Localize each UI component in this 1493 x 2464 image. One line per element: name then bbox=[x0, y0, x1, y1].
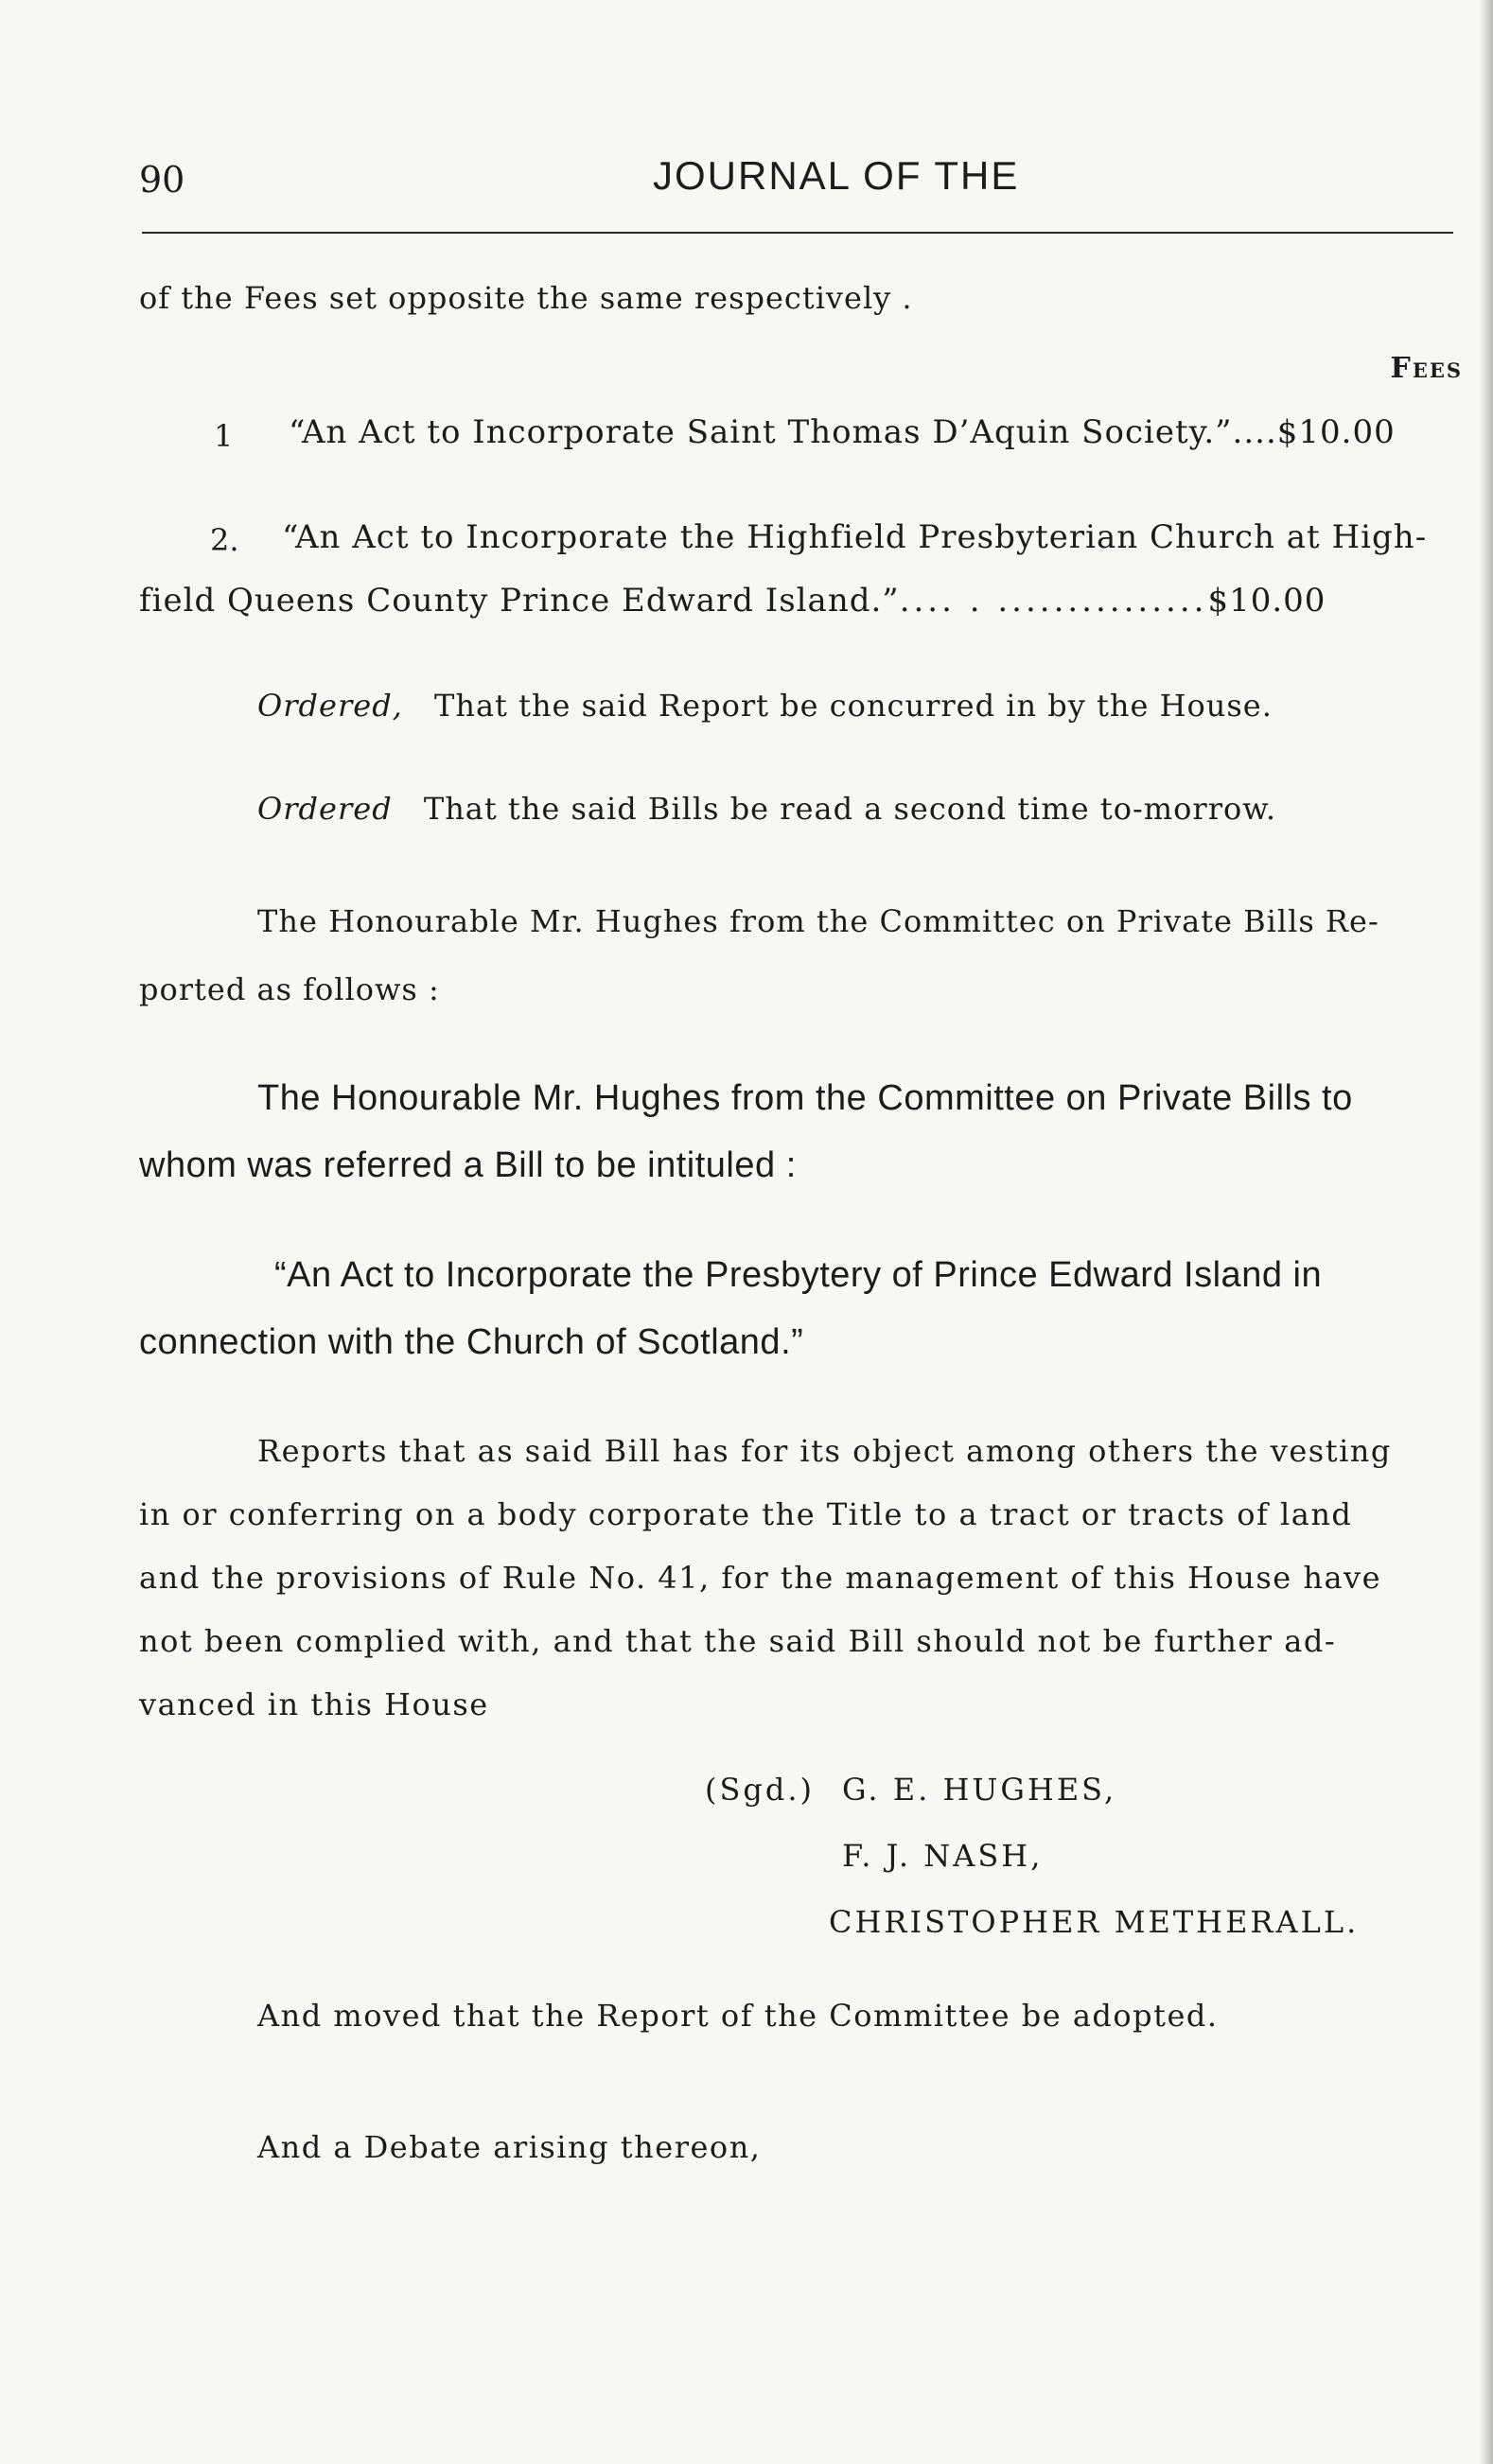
ordered-label: Ordered, bbox=[257, 688, 403, 724]
bill-title-line1: “An Act to Incorporate the Presbytery of Prince Edward Island in bbox=[274, 1255, 1323, 1295]
hughes-intro-line1: The Honourable Mr. Hughes from the Committec on Private Bills Re- bbox=[257, 903, 1379, 939]
item-1-text: “An Act to Incorporate Saint Thomas D’Aquin Society.” bbox=[289, 413, 1233, 451]
item-number: 1 bbox=[214, 418, 234, 454]
item-2-text: field Queens County Prince Edward Island.” bbox=[139, 582, 900, 620]
fees-heading: Fees bbox=[1390, 352, 1463, 385]
reports-line: in or conferring on a body corporate the Title to a tract or tracts of land bbox=[139, 1496, 1353, 1532]
reports-line: and the provisions of Rule No. 41, for the management of this House have bbox=[139, 1560, 1382, 1596]
reports-line: vanced in this House bbox=[139, 1686, 489, 1722]
item-number: 2. bbox=[210, 522, 239, 558]
page-edge-shadow bbox=[1480, 0, 1493, 2464]
hughes-intro-line2: ported as follows : bbox=[139, 971, 440, 1007]
item-1-dots: .... bbox=[1232, 413, 1277, 451]
item-text bbox=[289, 413, 1396, 451]
report-line2: whom was referred a Bill to be intituled : bbox=[139, 1145, 797, 1185]
report-line1: The Honourable Mr. Hughes from the Committee on Private Bills to bbox=[257, 1078, 1353, 1118]
ordered-line-1 bbox=[257, 688, 1273, 724]
item-2-dots: .... . ............... bbox=[899, 582, 1208, 620]
intro-line: of the Fees set opposite the same respectively . bbox=[139, 280, 913, 316]
item-2-line2 bbox=[139, 582, 1326, 620]
ordered-text: That the said Bills be read a second time to-morrow. bbox=[423, 791, 1277, 827]
item-1-fee: $10.00 bbox=[1276, 413, 1396, 451]
signature-name: G. E. HUGHES, bbox=[842, 1772, 1117, 1808]
header-rule bbox=[142, 232, 1453, 234]
moved-line: And moved that the Report of the Committee be adopted. bbox=[257, 1998, 1219, 2034]
item-2-line1: “An Act to Incorporate the Highfield Presbyterian Church at High- bbox=[282, 518, 1428, 556]
page-number: 90 bbox=[139, 159, 185, 201]
signature-name: F. J. NASH, bbox=[842, 1838, 1044, 1874]
signature-name: CHRISTOPHER METHERALL. bbox=[829, 1904, 1360, 1940]
signature-prefix: (Sgd.) bbox=[705, 1772, 816, 1808]
running-head: JOURNAL OF THE bbox=[653, 153, 1020, 198]
ordered-label: Ordered bbox=[257, 791, 393, 827]
item-2-fee: $10.00 bbox=[1207, 582, 1326, 620]
reports-line: Reports that as said Bill has for its object among others the vesting bbox=[257, 1433, 1392, 1469]
ordered-text: That the said Report be concurred in by the House. bbox=[434, 688, 1273, 724]
ordered-line-2 bbox=[257, 791, 1276, 827]
reports-line: not been complied with, and that the said Bill should not be further ad- bbox=[139, 1623, 1337, 1659]
bill-title-line2: connection with the Church of Scotland.” bbox=[139, 1322, 804, 1362]
debate-line: And a Debate arising thereon, bbox=[257, 2129, 762, 2165]
